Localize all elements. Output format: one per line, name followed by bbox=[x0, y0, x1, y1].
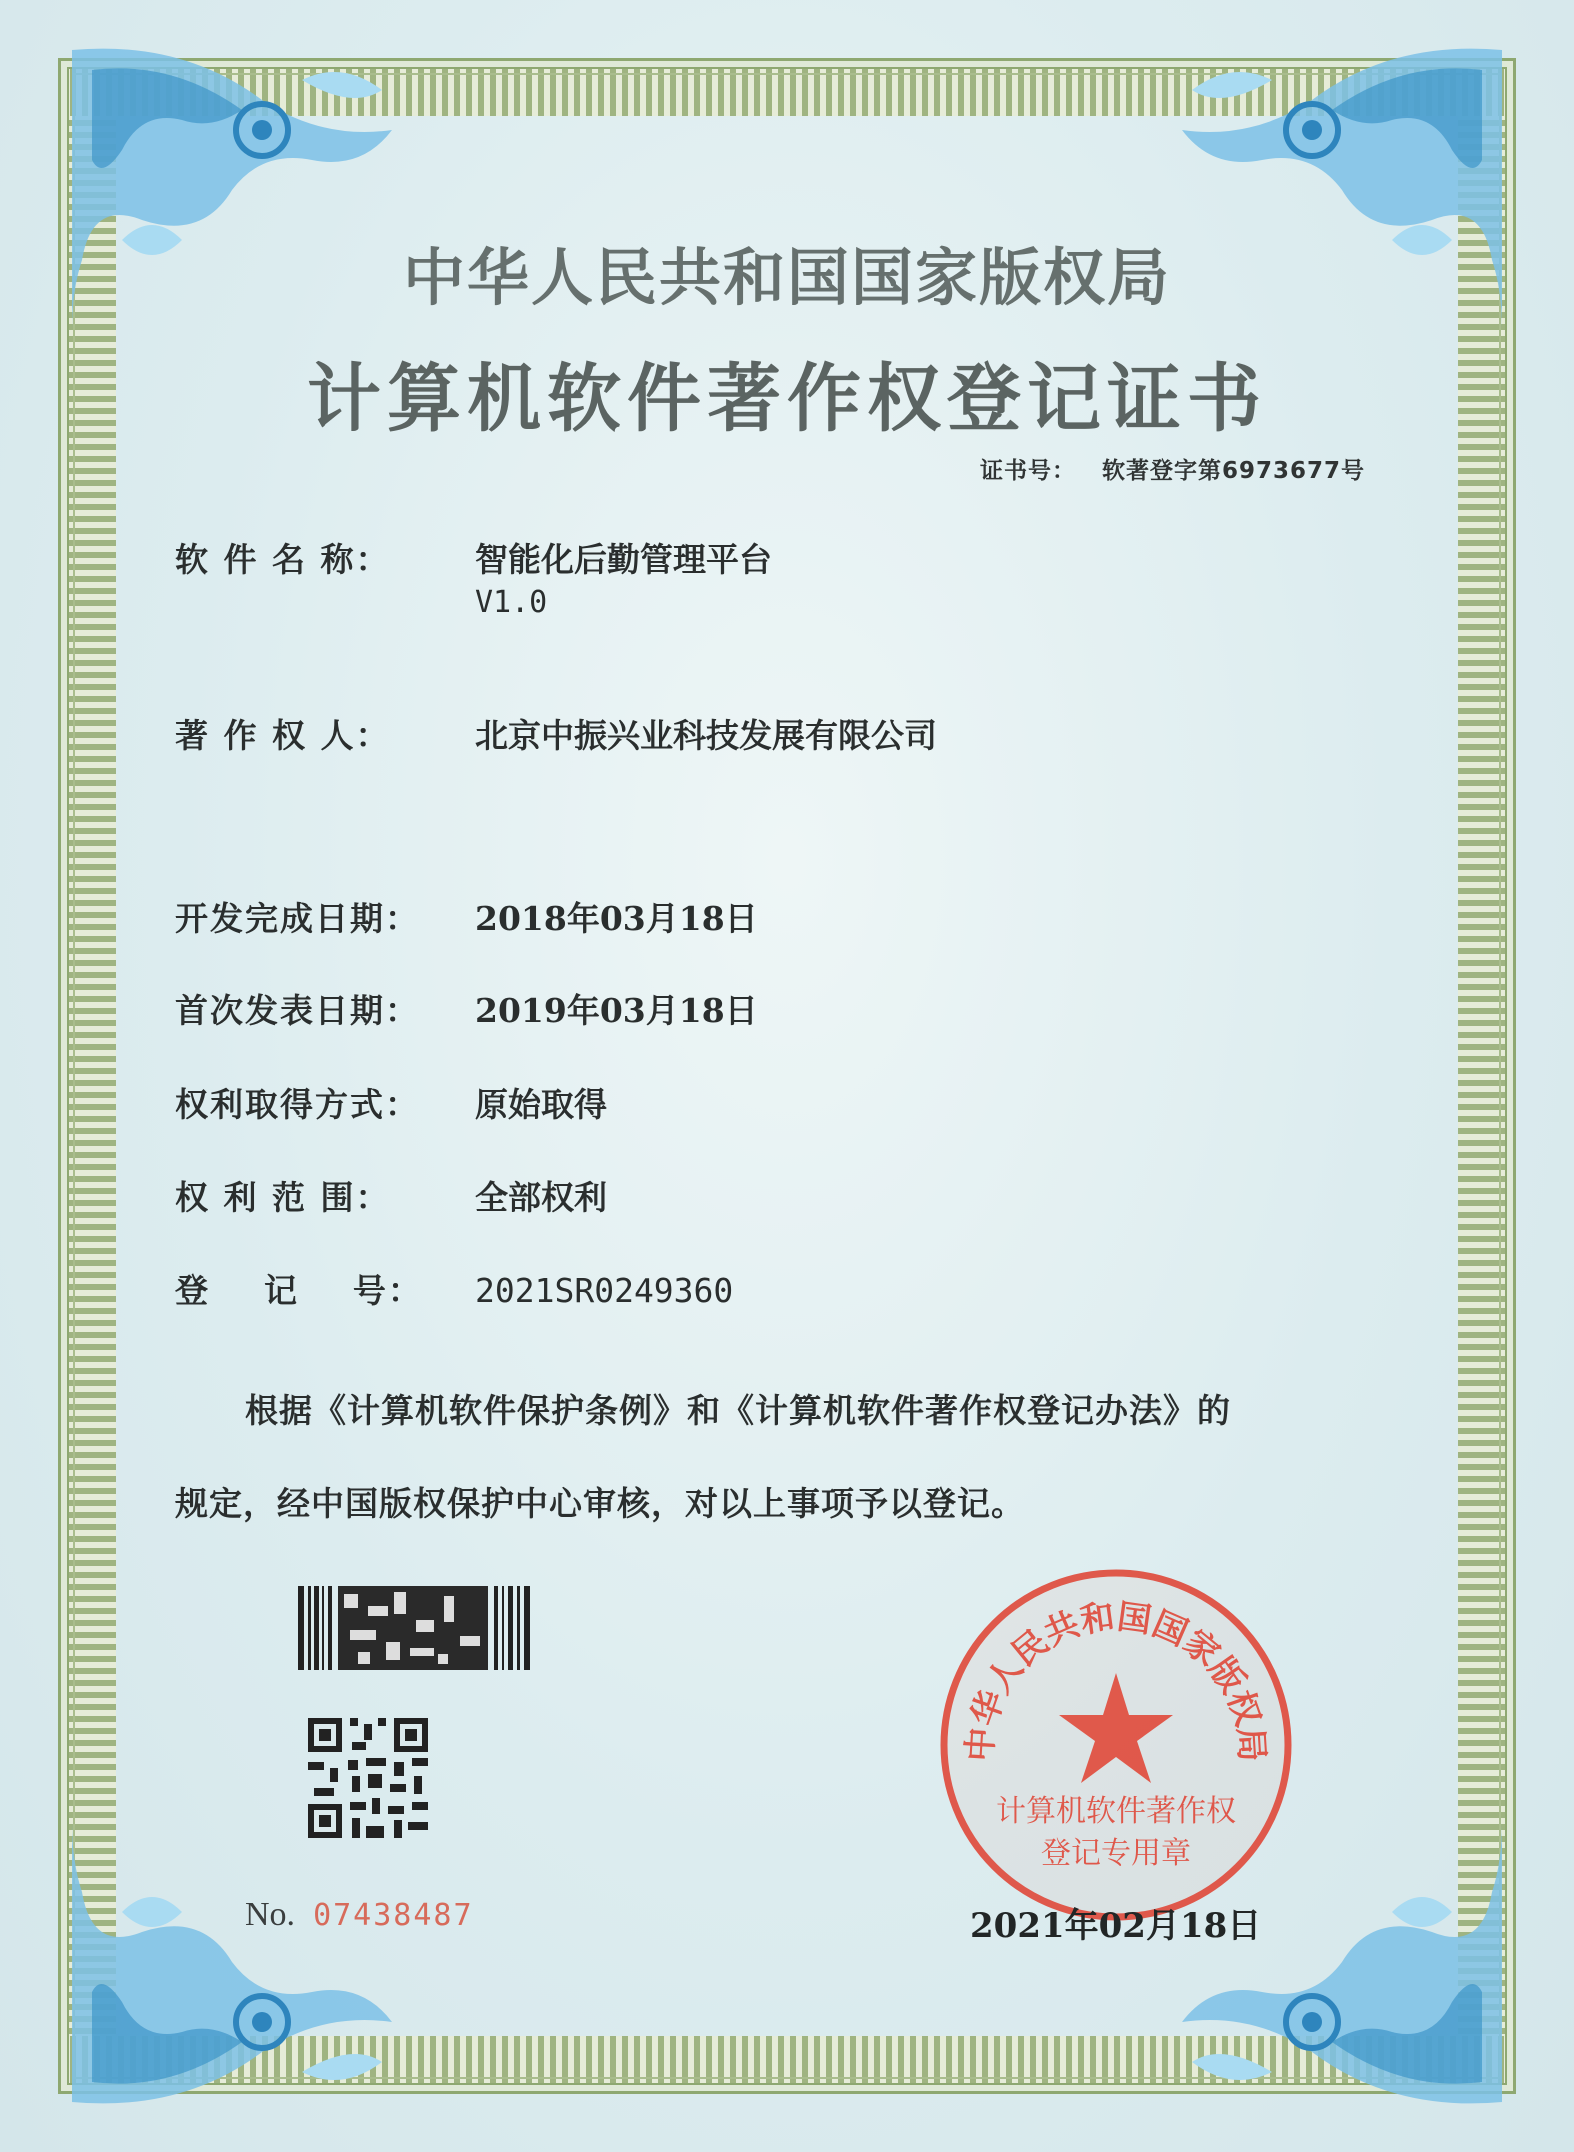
field-value: 2021SR0249360 bbox=[475, 1271, 734, 1310]
issue-date: 2021年02月18日 bbox=[970, 1906, 1262, 1946]
corner-ornament-bottom-left bbox=[62, 1812, 422, 2112]
field-value: 2019年03月18日 bbox=[475, 991, 758, 1030]
field-label: 权 利 范 围： bbox=[175, 1178, 391, 1217]
field-copyright-owner bbox=[175, 710, 937, 757]
field-value: 原始取得 bbox=[475, 1085, 607, 1124]
field-value: 北京中振兴业科技发展有限公司 bbox=[475, 716, 937, 755]
field-registration-number bbox=[175, 1265, 733, 1312]
certificate-title: 计算机软件著作权登记证书 bbox=[307, 356, 1267, 442]
seal-inner-line-1: 计算机软件著作权 bbox=[996, 1794, 1236, 1829]
seal-inner-line-2: 登记专用章 bbox=[1041, 1836, 1191, 1871]
field-value: 2018年03月18日 bbox=[475, 899, 758, 938]
field-first-publication-date bbox=[175, 985, 758, 1032]
seal-outer-text: 中华人民共和国国家版权局 bbox=[960, 1596, 1272, 1763]
qr-code bbox=[308, 1718, 428, 1838]
official-seal bbox=[936, 1565, 1296, 1925]
serial-number bbox=[245, 1896, 474, 1934]
certificate-number-label: 证书号： bbox=[980, 458, 1076, 484]
field-label: 软 件 名 称： bbox=[175, 540, 391, 579]
field-completion-date bbox=[175, 893, 758, 940]
field-label: 开发完成日期： bbox=[175, 899, 420, 938]
serial-value: 07438487 bbox=[313, 1898, 474, 1933]
barcode bbox=[298, 1586, 534, 1670]
issuer-title: 中华人民共和国国家版权局 bbox=[402, 241, 1171, 314]
statement-line-1: 根据《计算机软件保护条例》和《计算机软件著作权登记办法》的 bbox=[245, 1391, 1231, 1430]
certificate-number bbox=[980, 452, 1365, 485]
statement-line-2: 规定，经中国版权保护中心审核，对以上事项予以登记。 bbox=[175, 1484, 1025, 1523]
field-label: 权利取得方式： bbox=[175, 1085, 420, 1124]
field-acquisition-method bbox=[175, 1079, 607, 1126]
field-label: 登 记 号： bbox=[175, 1271, 423, 1310]
software-version: V1.0 bbox=[475, 585, 548, 620]
field-label: 著 作 权 人： bbox=[175, 716, 391, 755]
field-value: 全部权利 bbox=[475, 1178, 607, 1217]
field-value: 智能化后勤管理平台 bbox=[475, 540, 772, 579]
field-scope-of-rights bbox=[175, 1172, 607, 1219]
certificate-number-value: 软著登字第6973677号 bbox=[1102, 458, 1366, 484]
serial-label: No. bbox=[245, 1896, 296, 1933]
field-software-name bbox=[175, 534, 772, 620]
field-label: 首次发表日期： bbox=[175, 991, 420, 1030]
